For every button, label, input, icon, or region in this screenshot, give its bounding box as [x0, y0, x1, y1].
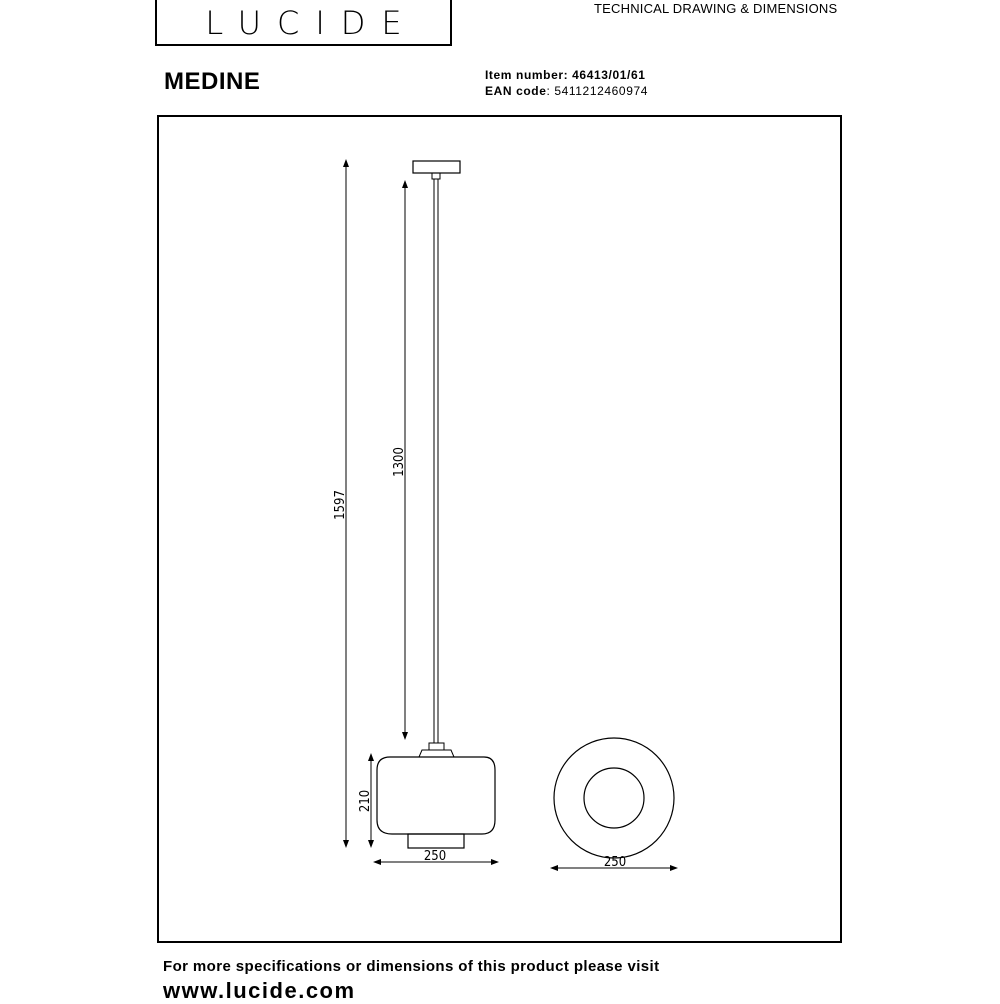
footer-note: For more specifications or dimensions of this product please visit — [163, 958, 660, 975]
lamp-holder-collar — [419, 750, 454, 757]
glass-shade-side — [377, 757, 495, 834]
item-number-value: : 46413/01/61 — [563, 68, 646, 82]
ceiling-canopy — [413, 161, 460, 173]
dim-total-height: 1597 — [333, 490, 348, 520]
ean-code-label: EAN code — [485, 84, 547, 98]
glass-shade-top-inner — [584, 768, 644, 828]
product-name: MEDINE — [164, 68, 261, 95]
cable-grip — [432, 173, 440, 179]
dim-shade-width-side: 250 — [423, 849, 447, 864]
brand-logo-text: LUCIDE — [205, 4, 418, 42]
shade-base-ring — [408, 834, 464, 848]
lamp-holder — [429, 743, 444, 750]
dim-shade-width-top: 250 — [603, 855, 627, 870]
website-link[interactable]: www.lucide.com — [163, 978, 356, 1003]
dim-shade-height: 210 — [358, 789, 373, 813]
dim-cable-length: 1300 — [392, 447, 407, 477]
ean-code-value: : 5411212460974 — [546, 84, 649, 98]
document-heading: TECHNICAL DRAWING & DIMENSIONS — [594, 1, 838, 16]
glass-shade-top-outer — [554, 738, 674, 858]
item-number-label: Item number — [485, 68, 564, 82]
